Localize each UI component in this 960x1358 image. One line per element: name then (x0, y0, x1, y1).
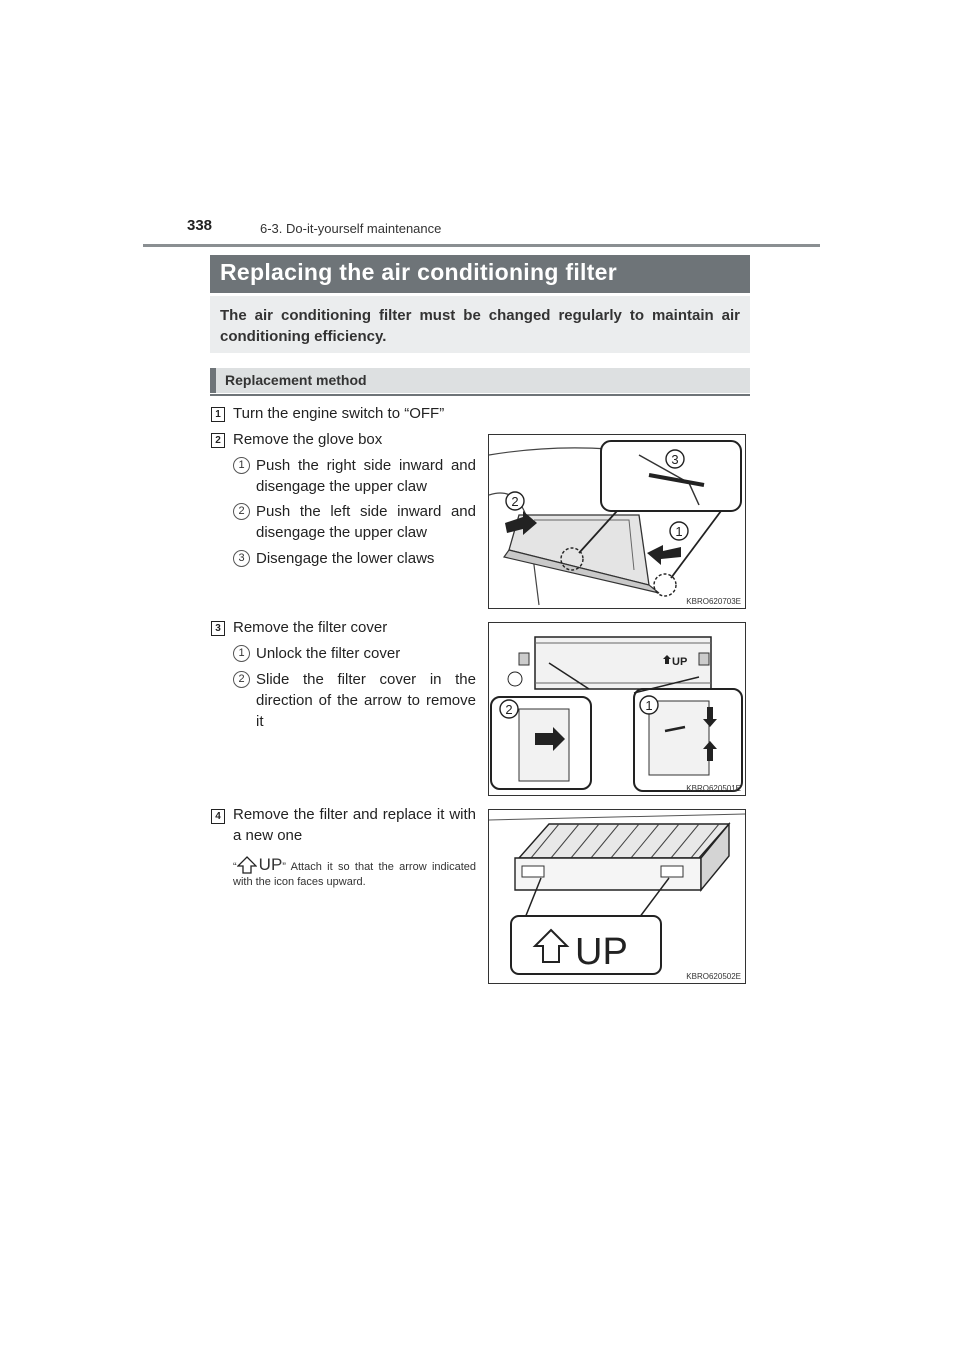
subsection-bar (210, 368, 750, 393)
filter-replacement-illustration (488, 809, 746, 984)
note-text: ” Attach it so that the arrow indicated with the icon faces upward. (233, 861, 476, 888)
step-number-4: 4 (211, 809, 225, 824)
page-title: Replacing the air conditioning filter (220, 259, 618, 285)
figure-code-1: KBRO620703E (686, 597, 741, 606)
section-heading: 6-3. Do-it-yourself maintenance (260, 221, 442, 236)
filter-label: UP (575, 931, 628, 973)
filter-drawing (489, 810, 745, 983)
step-text-1: Turn the engine switch to “OFF” (233, 405, 445, 422)
page-number: 338 (187, 217, 213, 234)
callout-2: 2 (511, 494, 519, 509)
callout-1b: 1 (645, 698, 653, 713)
substep-number-2-1: 1 (233, 457, 250, 474)
filter-cover-drawing (489, 623, 745, 795)
step-text-2: Remove the glove box (233, 431, 383, 448)
callout-1: 1 (675, 524, 683, 539)
note-open-quote: “ (233, 861, 237, 873)
cover-label: UP (672, 656, 688, 668)
up-icon-note (233, 856, 476, 890)
step-number-3: 3 (211, 621, 225, 636)
substep-number-2-2: 2 (233, 503, 250, 520)
glove-box-illustration (488, 434, 746, 609)
substep-number-3-2: 2 (233, 671, 250, 688)
step-number-2: 2 (211, 433, 225, 448)
intro-text: The air conditioning filter must be changed regularly to maintain air conditioning efficiency. (220, 307, 740, 345)
title-bar (210, 255, 750, 293)
subsection-accent (210, 368, 216, 393)
substep-text-2-1: Push the right side inward and disengage the upper claw (256, 457, 476, 495)
callout-2b: 2 (505, 702, 513, 717)
callout-3: 3 (671, 452, 679, 467)
figure-code-2: KBRO620501E (686, 784, 741, 793)
step-text-3: Remove the filter cover (233, 619, 388, 636)
up-arrow-icon (237, 856, 257, 874)
intro-box (210, 296, 750, 353)
substep-text-2-2: Push the left side inward and disengage the upper claw (256, 503, 476, 541)
subsection-title: Replacement method (225, 372, 367, 388)
substep-text-3-2: Slide the filter cover in the direction of the arrow to remove it (256, 671, 476, 730)
glove-box-drawing (489, 435, 745, 608)
step-text-4: Remove the filter and replace it with a new one (233, 806, 476, 844)
substep-number-3-1: 1 (233, 645, 250, 662)
subsection-rule (210, 394, 750, 396)
figure-code-3: KBRO620502E (686, 972, 741, 981)
filter-cover-illustration (488, 622, 746, 796)
note-icon-text: UP (258, 855, 283, 874)
substep-number-2-3: 3 (233, 550, 250, 567)
header-rule (143, 244, 820, 247)
step-number-1: 1 (211, 407, 225, 422)
substep-text-3-1: Unlock the filter cover (256, 645, 401, 662)
substep-text-2-3: Disengage the lower claws (256, 550, 435, 567)
